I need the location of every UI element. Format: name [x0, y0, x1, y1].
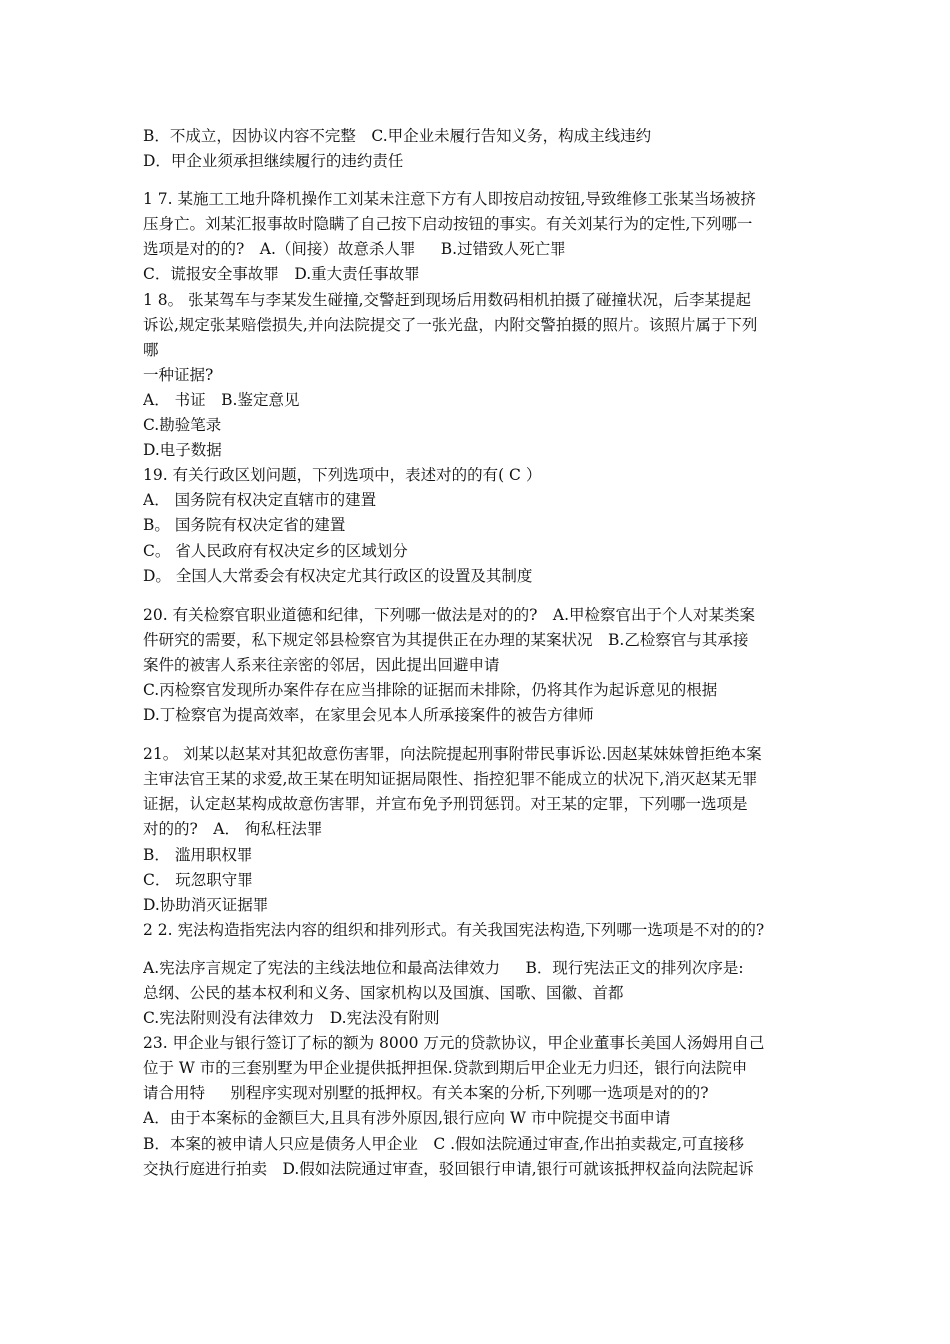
- text-line: 23. 甲企业与银行签订了标的额为 8000 万元的贷款协议，甲企业董事长美国人汤姆用自己: [143, 1034, 765, 1053]
- text-line: D．甲企业须承担继续履行的违约责任: [143, 152, 404, 171]
- text-line: 20. 有关检察官职业道德和纪律，下列哪一做法是对的的? A.甲检察官出于个人对某类案: [143, 605, 756, 624]
- text-line: 2 2. 宪法构造指宪法内容的组织和排列形式。有关我国宪法构造,下列哪一选项是不对的的?: [143, 920, 765, 939]
- text-line: 一种证据?: [143, 365, 214, 384]
- text-line: D.协助消灭证据罪: [143, 895, 284, 914]
- text-line: 诉讼,规定张某赔偿损失,并向法院提交了一张光盘，内附交警拍摄的照片。该照片属于下列: [143, 315, 758, 334]
- paragraph-gap: [143, 943, 823, 956]
- text-line: B．本案的被申请人只应是债务人甲企业 C .假如法院通过审查,作出拍卖裁定,可直接移: [143, 1134, 744, 1153]
- text-line: D.丁检察官为提高效率，在家里会见本人所承接案件的被告方律师: [143, 706, 594, 725]
- paragraph-gap: [143, 728, 823, 742]
- paragraph-gap: [143, 174, 823, 187]
- text-line: 19. 有关行政区划问题，下列选项中，表述对的的有( C ）: [143, 466, 542, 485]
- text-line: 主审法官王某的求爱,故王某在明知证据局限性、指控犯罪不能成立的状况下,消灭赵某无罪: [143, 770, 758, 789]
- text-line: 1 8。 张某驾车与李某发生碰撞,交警赶到现场后用数码相机拍摄了碰撞状况，后李某提起: [143, 290, 752, 309]
- text-line: C.宪法附则没有法律效力 D.宪法没有附则: [143, 1009, 456, 1028]
- text-line: 压身亡。刘某汇报事故时隐瞒了自己按下启动按钮的事实。有关刘某行为的定性,下列哪一: [143, 215, 753, 234]
- questions-22-23: [143, 956, 823, 1182]
- text-line: C.丙检察官发现所办案件存在应当排除的证据而未排除，仍将其作为起诉意见的根据: [143, 680, 718, 699]
- text-line: A． 国务院有权决定直辖市的建置: [143, 491, 377, 510]
- text-line: D。 全国人大常委会有权决定尤其行政区的设置及其制度: [143, 566, 533, 585]
- text-line: A． 书证 B.鉴定意见: [143, 390, 300, 409]
- text-line: 21。 刘某以赵某对其犯故意伤害罪，向法院提起刑事附带民事诉讼.因赵某妹妹曾拒绝本案: [143, 745, 762, 764]
- text-line: D.电子数据: [143, 441, 238, 460]
- text-line: A．由于本案标的金额巨大,且具有涉外原因,银行应向 W 市中院提交书面申请: [143, 1109, 671, 1128]
- text-line: B。 国务院有权决定省的建置: [143, 516, 346, 535]
- text-line: C。 省人民政府有权决定乡的区域划分: [143, 541, 408, 560]
- question-20: [143, 603, 823, 728]
- paragraph-gap: [143, 589, 823, 603]
- text-line: 对的的? A． 徇私枉法罪: [143, 820, 323, 839]
- text-line: A.宪法序言规定了宪法的主线法地位和最高法律效力 B．现行宪法正文的排列次序是:: [143, 958, 744, 977]
- text-line: 选项是对的的? A.（间接）故意杀人罪 B.过错致人死亡罪: [143, 240, 566, 259]
- text-line: C.勘验笔录: [143, 416, 222, 435]
- text-line: 件研究的需要，私下规定邻县检察官为其提供正在办理的某案状况 B.乙检察官与其承接: [143, 630, 749, 649]
- text-line: 1 7. 某施工工地升降机操作工刘某未注意下方有人即按启动按钮,导致维修工张某当场被挤: [143, 190, 756, 209]
- text-line: B． 滥用职权罪: [143, 845, 253, 864]
- text-line: 哪: [143, 340, 159, 359]
- questions-17-19: [143, 187, 823, 589]
- text-line: 请合用特 别程序实现对别墅的抵押权。有关本案的分析,下列哪一选项是对的的?: [143, 1084, 725, 1103]
- questions-21-22: [143, 742, 823, 943]
- text-line: C．谎报安全事故罪 D.重大责任事故罪: [143, 265, 436, 284]
- question-16-options: [143, 124, 823, 174]
- document-page: [143, 124, 823, 1182]
- text-line: 位于 W 市的三套别墅为甲企业提供抵押担保.贷款到期后甲企业无力归还，银行向法院申: [143, 1059, 748, 1078]
- text-line: C． 玩忽职守罪: [143, 870, 253, 889]
- text-line: 证据，认定赵某构成故意伤害罪，并宣布免予刑罚惩罚。对王某的定罪，下列哪一选项是: [143, 795, 748, 814]
- text-line: 交执行庭进行拍卖 D.假如法院通过审查，驳回银行申请,银行可就该抵押权益向法院起诉: [143, 1159, 754, 1178]
- text-line: 总纲、公民的基本权利和义务、国家机构以及国旗、国歌、国徽、首都: [143, 984, 624, 1002]
- text-line: 案件的被害人系来往亲密的邻居，因此提出回避申请: [143, 655, 500, 674]
- text-line: B．不成立，因协议内容不完整 C.甲企业未履行告知义务，构成主线违约: [143, 127, 652, 145]
